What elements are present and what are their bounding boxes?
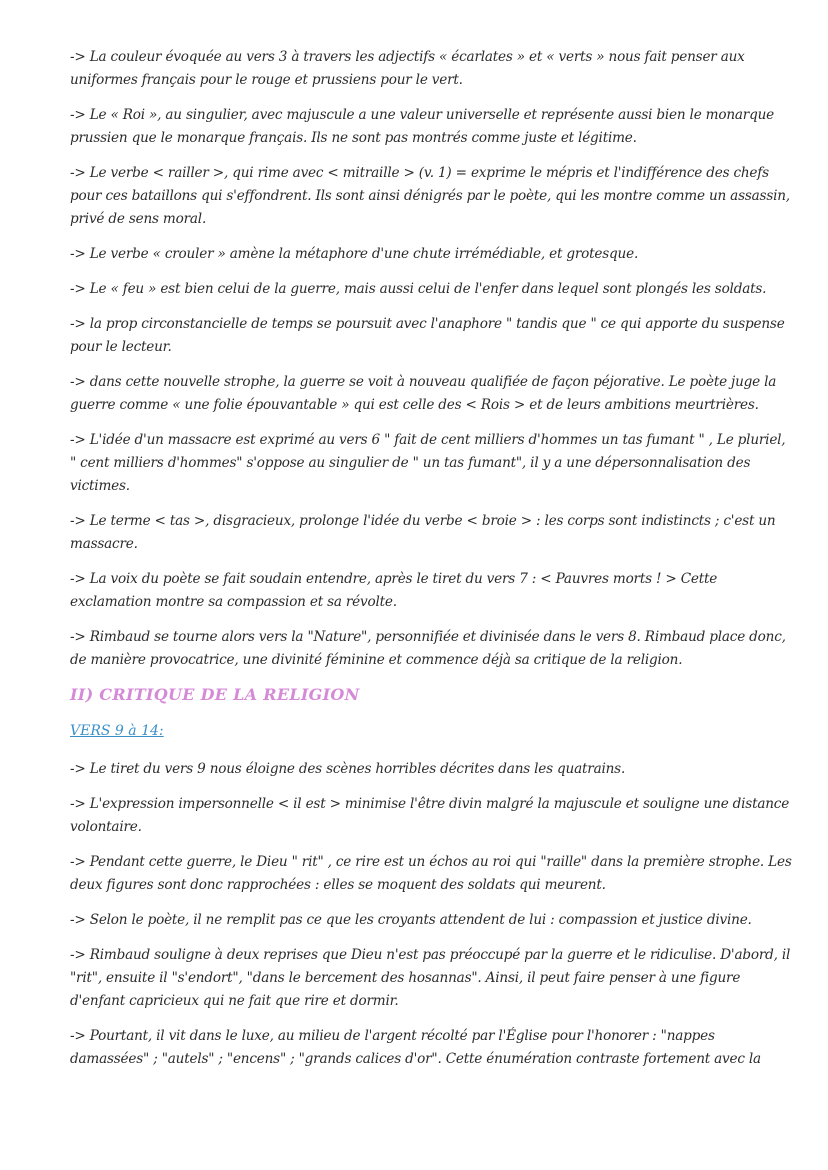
- paragraph-anaphore: -> la prop circonstancielle de temps se poursuit avec l'anaphore " tandis que " ce qui apporte du suspense pour le lecteur.: [70, 316, 785, 355]
- paragraph-feu: -> Le « feu » est bien celui de la guerre, mais aussi celui de l'enfer dans lequel sont plongés les soldats.: [70, 281, 767, 297]
- paragraph-massacre: -> L'idée d'un massacre est exprimé au vers 6 " fait de cent milliers d'hommes un tas fumant " , Le pluriel, " cent milliers d'hommes" s'oppose au singulier de " un tas fumant", il y a une dépersonnalisation des victimes.: [70, 432, 786, 494]
- subheading-vers-label: VERS: [70, 723, 111, 739]
- paragraph-nature: -> Rimbaud se tourne alors vers la "Nature", personnifiée et divinisée dans le vers 8. Rimbaud place donc, de manière provocatrice, une divinité féminine et commence déjà sa critique de la religion.: [70, 629, 786, 668]
- subheading-vers-range: 9 à 14:: [110, 723, 164, 739]
- paragraph-folie: -> dans cette nouvelle strophe, la guerre se voit à nouveau qualifiée de façon péjorative. Le poète juge la guerre comme « une folie épouvantable » qui est celle des < Rois > et de leurs ambitions meurtrières.: [70, 374, 777, 413]
- paragraph-dieu-rit: -> Pendant cette guerre, le Dieu " rit" , ce rire est un échos au roi qui "raille" dans la première strophe. Les deux figures sont donc rapprochées : elles se moquent des soldats qui meurent.: [70, 854, 792, 893]
- paragraph-tas: -> Le terme < tas >, disgracieux, prolonge l'idée du verbe < broie > : les corps sont indistincts ; c'est un massacre.: [70, 513, 776, 552]
- paragraph-color-uniforms: -> La couleur évoquée au vers 3 à travers les adjectifs « écarlates » et « verts » nous fait penser aux uniformes français pour le rouge et prussiens pour le vert.: [70, 49, 745, 88]
- paragraph-tiret: -> Le tiret du vers 9 nous éloigne des scènes horribles décrites dans les quatrains.: [70, 761, 626, 777]
- section-heading: II) CRITIQUE DE LA RELIGION: [70, 685, 360, 704]
- paragraph-il-est: -> L'expression impersonnelle < il est > minimise l'être divin malgré la majuscule et souligne une distance volontaire.: [70, 796, 790, 835]
- document-page: [70, 46, 792, 1083]
- subheading-vers: [70, 720, 792, 742]
- paragraph-croyants: -> Selon le poète, il ne remplit pas ce que les croyants attendent de lui : compassion et justice divine.: [70, 912, 752, 928]
- paragraph-voix-poete: -> La voix du poète se fait soudain entendre, après le tiret du vers 7 : < Pauvres morts ! > Cette exclamation montre sa compassion et sa révolte.: [70, 571, 718, 610]
- paragraph-roi: -> Le « Roi », au singulier, avec majuscule a une valeur universelle et représente aussi bien le monarque prussien que le monarque français. Ils ne sont pas montrés comme juste et légitime.: [70, 107, 775, 146]
- paragraph-luxe: -> Pourtant, il vit dans le luxe, au milieu de l'argent récolté par l'Église pour l'honorer : "nappes damassées" ; "autels" ; "encens" ; "grands calices d'or". Cette énumération contraste fortement avec la: [70, 1028, 761, 1067]
- paragraph-railler: -> Le verbe < railler >, qui rime avec < mitraille > (v. 1) = exprime le mépris et l'indifférence des chefs pour ces bataillons qui s'effondrent. Ils sont ainsi dénigrés par le poète, qui les montre comme un assassin, privé de sens moral.: [70, 165, 790, 227]
- paragraph-ridiculise: -> Rimbaud souligne à deux reprises que Dieu n'est pas préoccupé par la guerre et le ridiculise. D'abord, il "rit", ensuite il "s'endort", "dans le bercement des hosannas". Ainsi, il peut faire penser à une figure d'enfant capricieux qui ne fait que rire et dormir.: [70, 947, 791, 1009]
- paragraph-crouler: -> Le verbe « crouler » amène la métaphore d'une chute irrémédiable, et grotesque.: [70, 246, 639, 262]
